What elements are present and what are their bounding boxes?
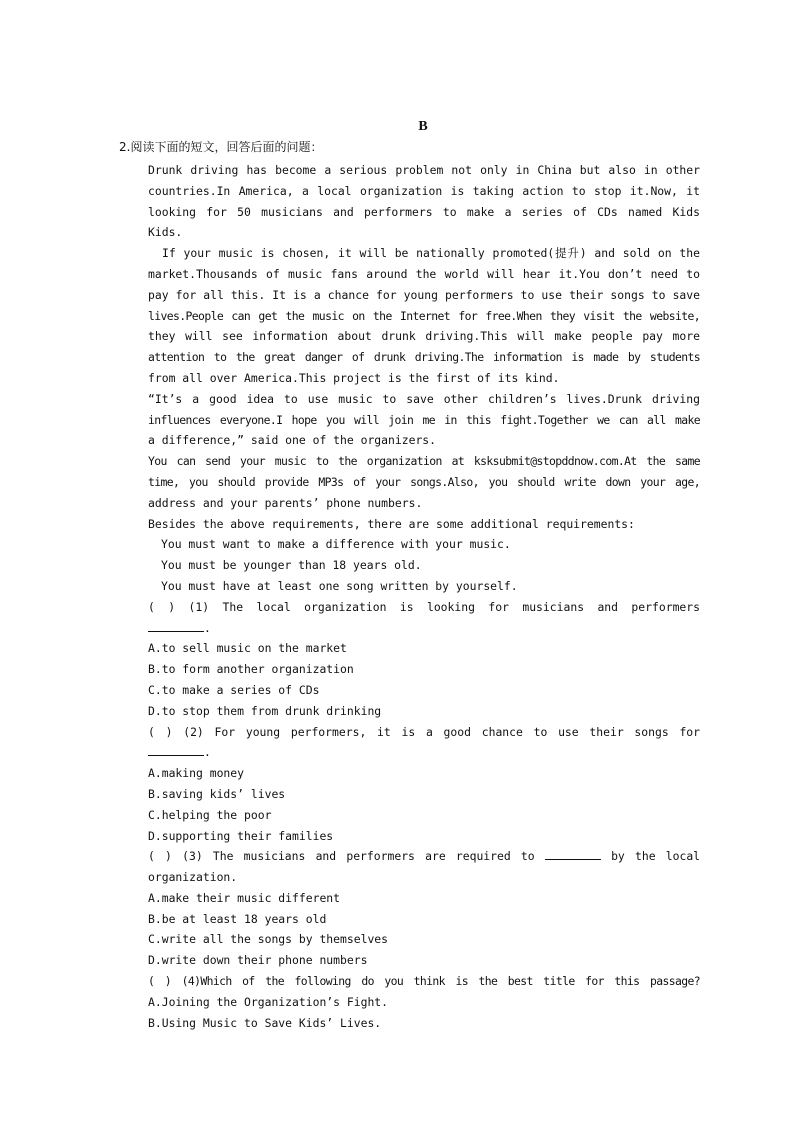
passage-line: attention to the great danger of drunk driving.The information is made by students — [148, 350, 700, 365]
answer-blank[interactable] — [148, 742, 204, 756]
option-d: D.to stop them from drunk drinking — [148, 703, 382, 718]
option-b: B.Using Music to Save Kids’ Lives. — [148, 1015, 382, 1030]
answer-bracket[interactable]: ( ) — [148, 599, 176, 614]
answer-bracket[interactable]: ( ) — [148, 849, 172, 864]
answer-blank[interactable] — [148, 618, 204, 632]
passage-line: time, you should provide MP3s of your songs.Also, you should write down your age, — [148, 474, 700, 489]
passage-line: countries.In America, a local organization is taking action to stop it.Now, it — [148, 183, 700, 198]
passage-line: they will see information about drunk driving.This will make people pay more — [148, 329, 700, 344]
option-a: A.Joining the Organization’s Fight. — [148, 994, 389, 1009]
question-1-blank-line — [148, 618, 700, 639]
question-3-stem — [148, 846, 700, 867]
option-c: C.helping the poor — [148, 807, 272, 822]
passage-line: from all over America.This project is the first of its kind. — [148, 370, 560, 385]
option-b: B.be at least 18 years old — [148, 911, 327, 926]
passage-line: Besides the above requirements, there are some additional requirements: — [148, 516, 635, 531]
passage-and-questions — [148, 160, 700, 1033]
question-2-blank-line — [148, 742, 700, 763]
punctuation: . — [204, 620, 211, 635]
passage-line: pay for all this. It is a chance for young performers to use their songs to save — [148, 287, 700, 302]
passage-line: lives.People can get the music on the Internet for free.When they visit the website, — [148, 308, 700, 323]
passage-line: You can send your music to the organization at ksksubmit@stopddnow.com.At the same — [148, 454, 700, 469]
option-a: A.make their music different — [148, 890, 341, 905]
question-3-continuation: organization. — [148, 870, 238, 885]
section-title: B — [418, 119, 428, 134]
punctuation: . — [204, 745, 211, 760]
question-2-text: (2) For young performers, it is a good chance to use their songs for — [183, 724, 700, 739]
requirement-item: You must have at least one song written by yourself. — [161, 578, 518, 593]
question-3-text: (3) The musicians and performers are required to — [182, 849, 535, 864]
option-b: B.saving kids’ lives — [148, 786, 286, 801]
option-b: B.to form another organization — [148, 662, 354, 677]
passage-line: “It’s a good idea to use music to save other children’s lives.Drunk driving — [148, 391, 700, 406]
question-instruction: 2.阅读下面的短文，回答后面的问题： — [119, 140, 323, 154]
question-2-stem — [148, 722, 700, 743]
passage-line: Drunk driving has become a serious problem not only in China but also in other — [148, 163, 700, 177]
option-d: D.supporting their families — [148, 828, 334, 843]
question-1-stem — [148, 597, 700, 618]
passage-line: Kids. — [148, 225, 183, 240]
question-1-text: (1) The local organization is looking for musicians and performers — [188, 599, 700, 614]
option-c: C.write all the songs by themselves — [148, 932, 389, 947]
question-4-text: (4)Which of the following do you think is the best title for this passage? — [181, 974, 700, 989]
option-d: D.write down their phone numbers — [148, 953, 368, 968]
option-a: A.making money — [148, 766, 245, 781]
passage-line: If your music is chosen, it will be nationally promoted(提升) and sold on the — [162, 246, 700, 261]
requirement-item: You must want to make a difference with your music. — [161, 537, 511, 552]
passage-line: a difference,” said one of the organizers. — [148, 433, 437, 448]
answer-bracket[interactable]: ( ) — [148, 724, 173, 739]
question-4-stem — [148, 971, 700, 992]
requirement-item: You must be younger than 18 years old. — [161, 558, 422, 573]
question-3-text-after: by the local — [611, 849, 700, 864]
passage-line: address and your parents’ phone numbers. — [148, 495, 423, 510]
answer-bracket[interactable]: ( ) — [148, 974, 172, 989]
option-c: C.to make a series of CDs — [148, 682, 320, 697]
answer-blank[interactable] — [545, 846, 601, 860]
passage-line: influences everyone.I hope you will join me in this fight.Together we can all make — [148, 412, 700, 427]
passage-line: looking for 50 musicians and performers to make a series of CDs named Kids — [148, 204, 700, 219]
option-a: A.to sell music on the market — [148, 641, 347, 656]
passage-line: market.Thousands of music fans around the world will hear it.You don’t need to — [148, 266, 700, 281]
